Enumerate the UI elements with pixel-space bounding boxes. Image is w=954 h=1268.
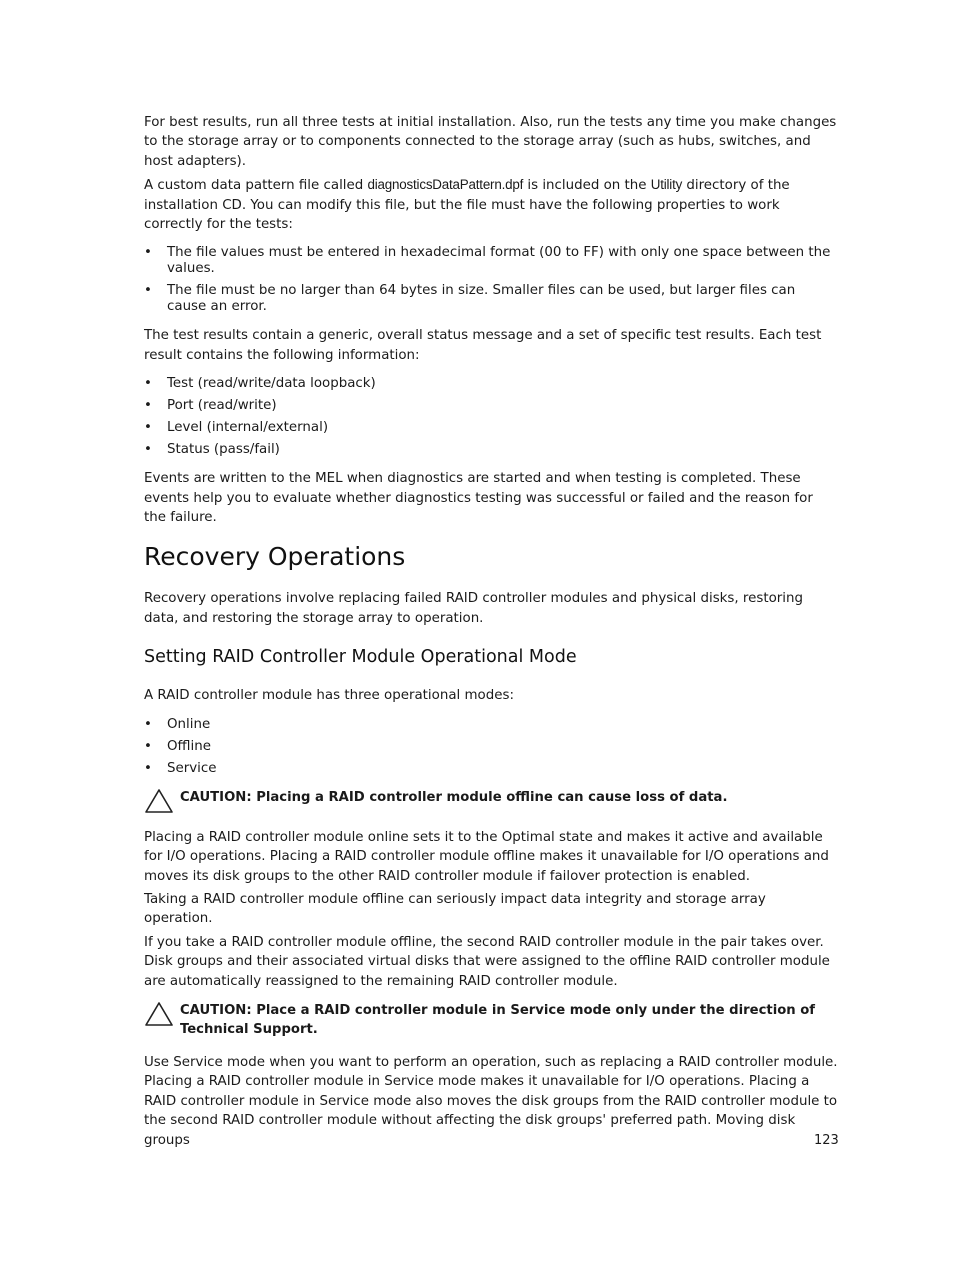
intro-paragraph-2: A custom data pattern file called diagnosticsDataPattern.dpf is included on the Utility directory of the installation CD. You can modify this file, but the file must have the following properties to work correctly for the tests:: [144, 177, 790, 233]
list-item: • Status (pass/fail): [144, 442, 838, 458]
list-item: • The file values must be entered in hexadecimal format (00 to FF) with only one space between the values.: [144, 245, 838, 277]
result-info-list: [144, 376, 838, 458]
list-item: • The file must be no larger than 64 bytes in size. Smaller files can be used, but larger files can cause an error.: [144, 283, 838, 315]
intro-paragraph-1: For best results, run all three tests at initial installation. Also, run the tests any time you make changes to the storage array or to components connected to the storage array (such as hubs, switches, and host adapters).: [144, 115, 837, 169]
list-item: • Online: [144, 717, 838, 733]
caution-notice-offline: [144, 788, 838, 814]
mode-paragraph-online-offline: Placing a RAID controller module online sets it to the Optimal state and makes it active and available for I/O operations. Placing a RAID controller module offline makes it unavailable for I/O operations and moves its disk groups to the other RAID controller module if failover protection is enabled.: [144, 829, 829, 884]
modes-list: [144, 717, 838, 777]
directory-utility: Utility: [650, 177, 683, 193]
subsection-heading-operational-mode: Setting RAID Controller Module Operational Mode: [144, 647, 577, 668]
caution-text: CAUTION: Placing a RAID controller module offline can cause loss of data.: [180, 789, 728, 805]
mode-paragraph-takeover: If you take a RAID controller module offline, the second RAID controller module in the pair takes over. Disk groups and their associated virtual disks that were assigned to the offline RAID controller module are automatically reassigned to the remaining RAID controller module.: [144, 934, 830, 989]
filename-diagnostics-pattern: diagnosticsDataPattern.dpf: [367, 177, 524, 193]
recovery-paragraph: Recovery operations involve replacing failed RAID controller modules and physical disks, restoring data, and restoring the storage array to operation.: [144, 591, 804, 626]
warning-triangle-icon: [144, 1001, 174, 1027]
warning-triangle-icon: [144, 788, 174, 814]
list-item: • Port (read/write): [144, 398, 838, 414]
caution-notice-service: [144, 1001, 838, 1039]
page-number: 123: [814, 1133, 839, 1148]
modes-intro-paragraph: A RAID controller module has three operational modes:: [144, 688, 514, 704]
list-item: • Offline: [144, 739, 838, 755]
intro-paragraph-4: Events are written to the MEL when diagnostics are started and when testing is completed. These events help you to evaluate whether diagnostics testing was successful or failed and the reason for the failure.: [144, 471, 813, 526]
section-heading-recovery: Recovery Operations: [144, 542, 406, 572]
list-item: • Level (internal/external): [144, 420, 838, 436]
mode-paragraph-service: Use Service mode when you want to perform an operation, such as replacing a RAID controller module. Placing a RAID controller module in Service mode makes it unavailable for I/O operations. Placing a RAID controller module in Service mode also moves the disk groups from the RAID controller module to the second RAID controller module without affecting the disk groups' preferred path. Moving disk groups: [144, 1054, 838, 1148]
mode-paragraph-impact: Taking a RAID controller module offline can seriously impact data integrity and storage array operation.: [144, 891, 766, 927]
page-body: [144, 113, 838, 1150]
list-item: • Service: [144, 761, 838, 777]
list-item: • Test (read/write/data loopback): [144, 376, 838, 392]
caution-text: CAUTION: Place a RAID controller module in Service mode only under the direction of Technical Support.: [180, 1002, 816, 1037]
intro-paragraph-3: The test results contain a generic, overall status message and a set of specific test results. Each test result contains the following information:: [144, 328, 822, 363]
file-rules-list: [144, 245, 838, 315]
